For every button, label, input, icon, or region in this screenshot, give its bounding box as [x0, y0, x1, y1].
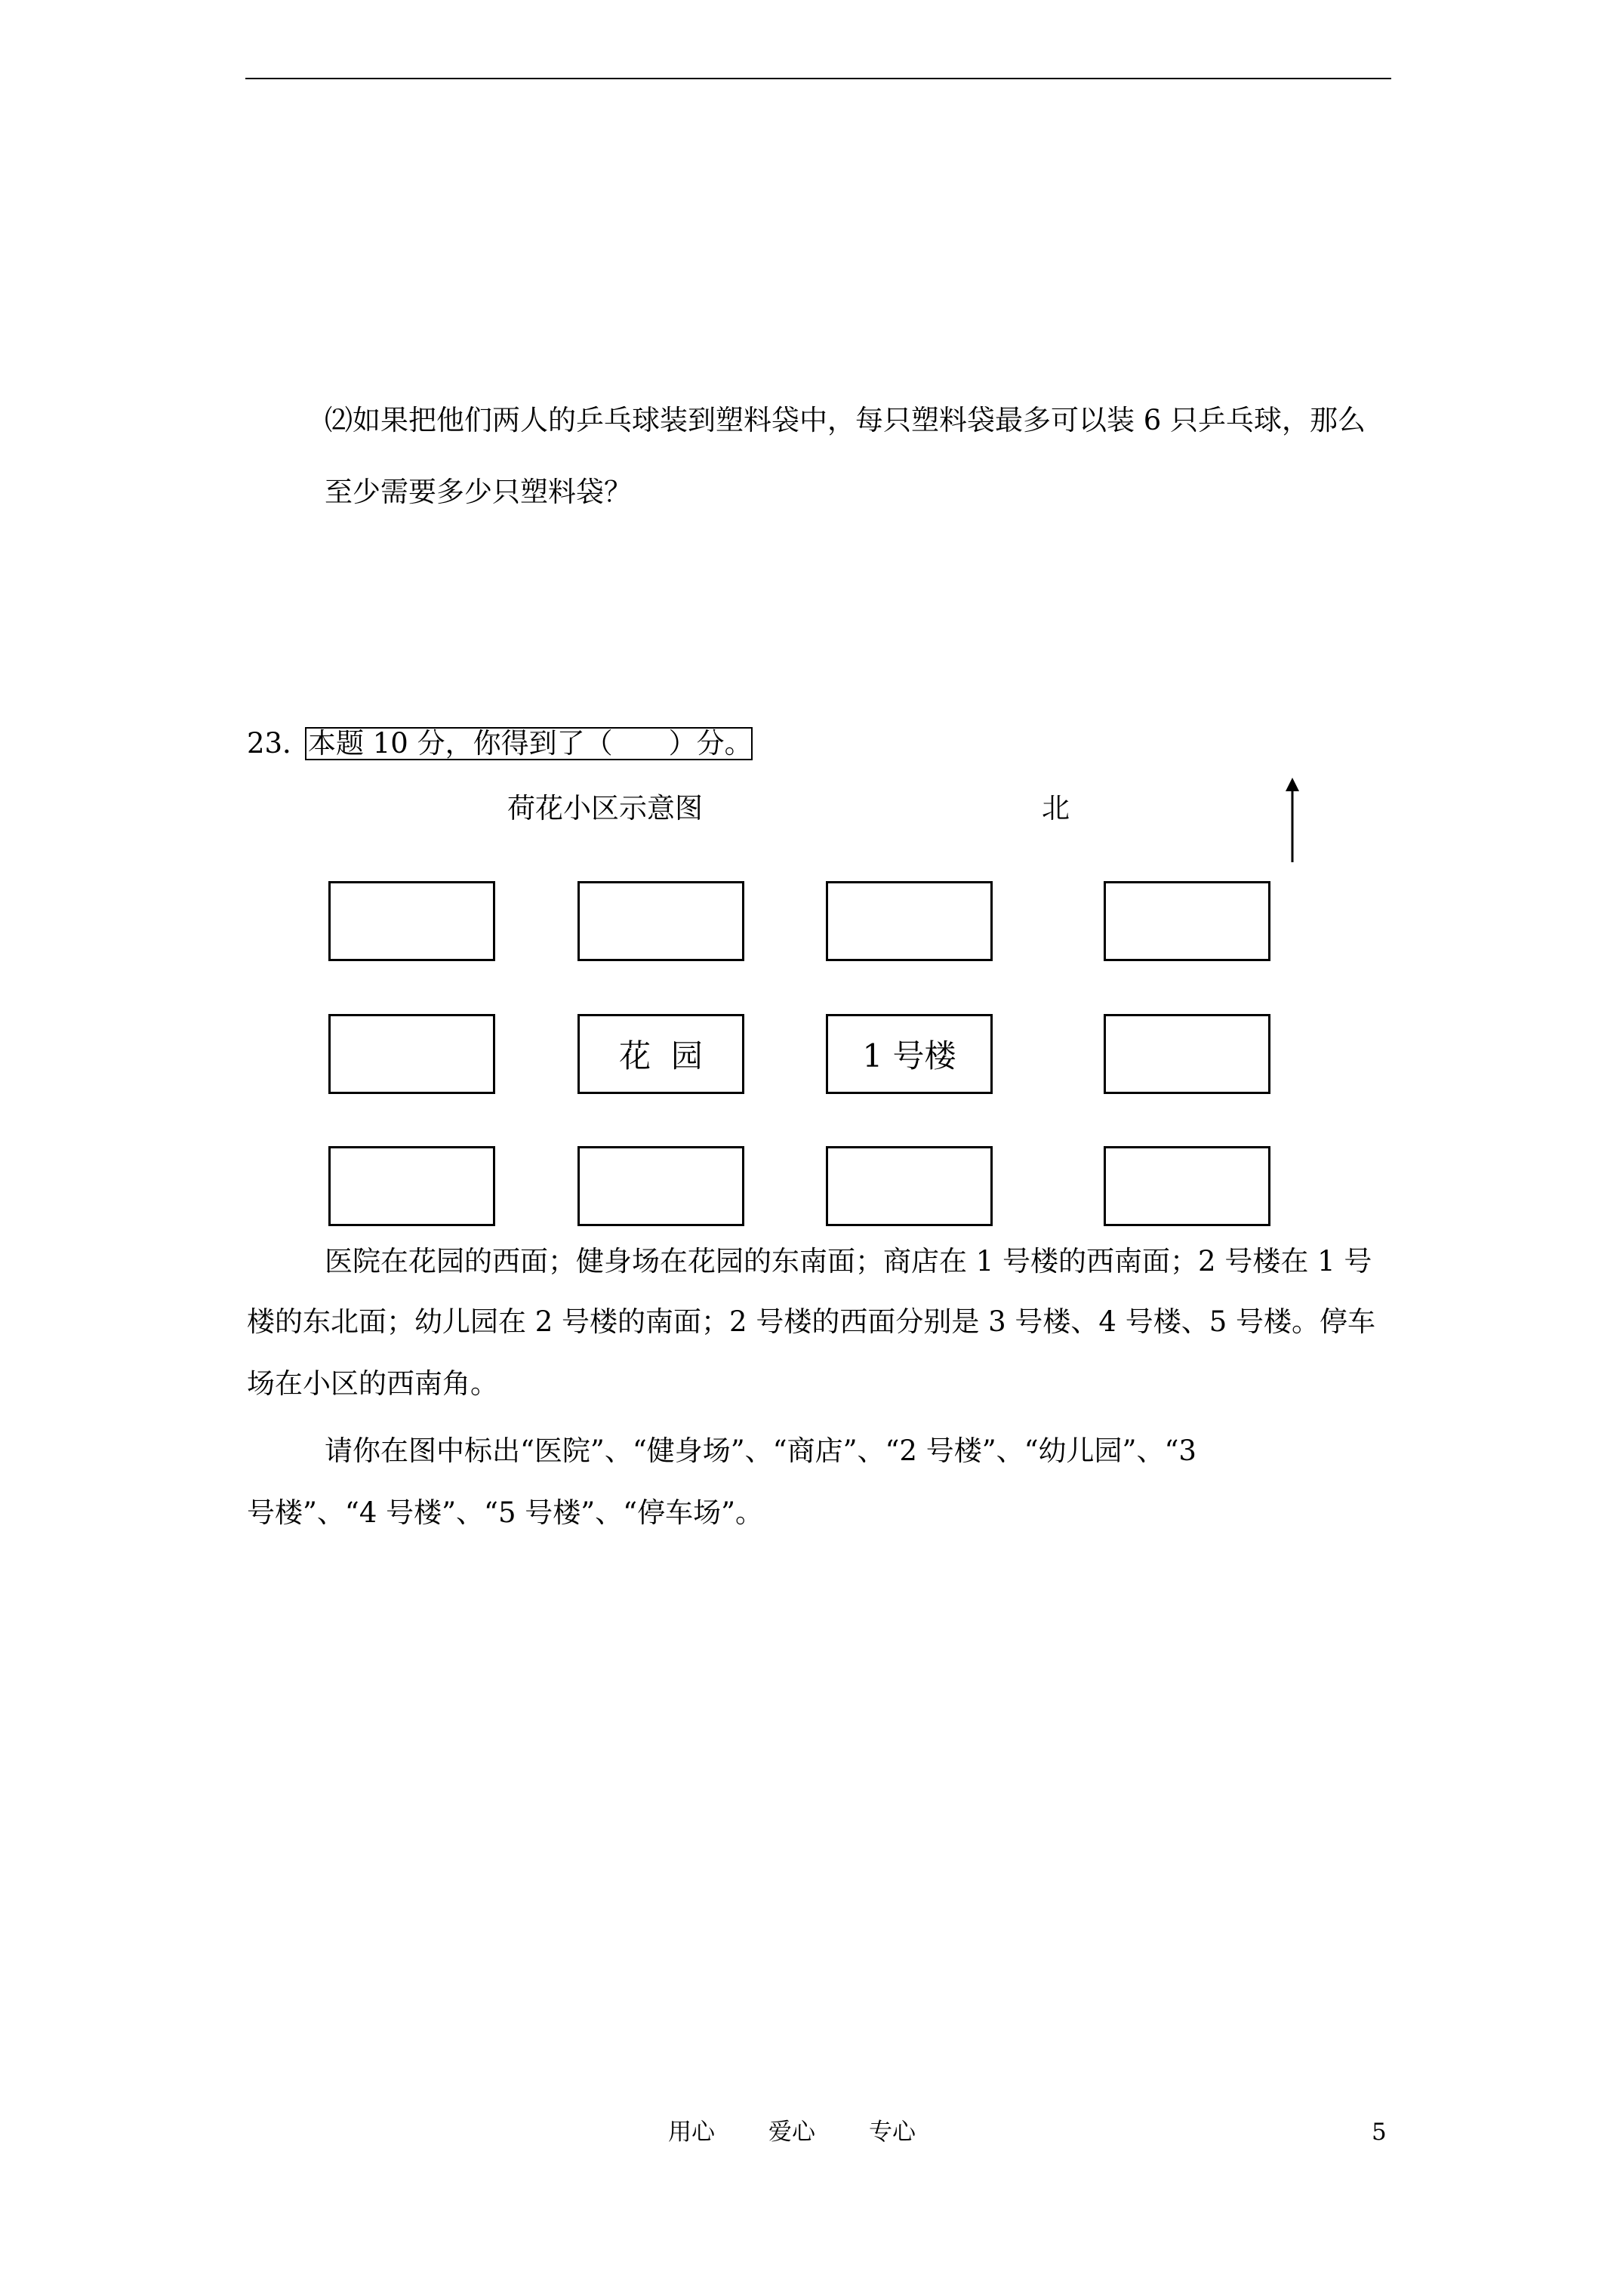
q23-desc-line3: 场在小区的西南角。: [247, 1367, 498, 1400]
map-cell-r3c4: [1104, 1146, 1270, 1226]
q23-task-line1: 请你在图中标出“医院”、“健身场”、“商店”、“2 号楼”、“幼儿园”、“3: [325, 1435, 1196, 1467]
map-cell-r3c3: [826, 1146, 993, 1226]
map-cell-r1c1: [328, 881, 495, 961]
map-cell-r1c4: [1104, 881, 1270, 961]
map-cell-r2c4: [1104, 1014, 1270, 1094]
map-cell-garden: 花 园: [577, 1014, 744, 1094]
map-cell-r1c3: [826, 881, 993, 961]
north-arrow-icon: [1280, 778, 1305, 864]
north-label: 北: [1042, 792, 1070, 824]
q23-desc-line1: 医院在花园的西面；健身场在花园的东南面；商店在 1 号楼的西南面；2 号楼在 1 号: [325, 1245, 1372, 1277]
q22-part2-line2: 至少需要多少只塑料袋？: [325, 476, 632, 508]
header-rule: [245, 78, 1391, 79]
map-cell-r1c2: [577, 881, 744, 961]
footer-item-3: 专心: [869, 2119, 916, 2146]
q23-task-line2: 号楼”、“4 号楼”、“5 号楼”、“停车场”。: [247, 1496, 764, 1529]
map-cell-r2c1: [328, 1014, 495, 1094]
map-cell-r3c1: [328, 1146, 495, 1226]
footer-item-2: 爱心: [768, 2119, 815, 2146]
q22-part2-line1: ⑵如果把他们两人的乒乓球装到塑料袋中，每只塑料袋最多可以装 6 只乒乓球，那么: [325, 404, 1366, 436]
map-cell-r3c2: [577, 1146, 744, 1226]
map-title: 荷花小区示意图: [507, 792, 703, 824]
page-number: 5: [1372, 2119, 1387, 2146]
q23-number: 23．: [247, 727, 311, 760]
footer-item-1: 用心: [668, 2119, 715, 2146]
map-cell-building-1: 1 号楼: [826, 1014, 993, 1094]
q23-desc-line2: 楼的东北面；幼儿园在 2 号楼的南面；2 号楼的西面分别是 3 号楼、4 号楼、5 号楼。停车: [247, 1305, 1376, 1338]
score-text: 本题 10 分，你得到了（ ）分。: [308, 727, 753, 760]
